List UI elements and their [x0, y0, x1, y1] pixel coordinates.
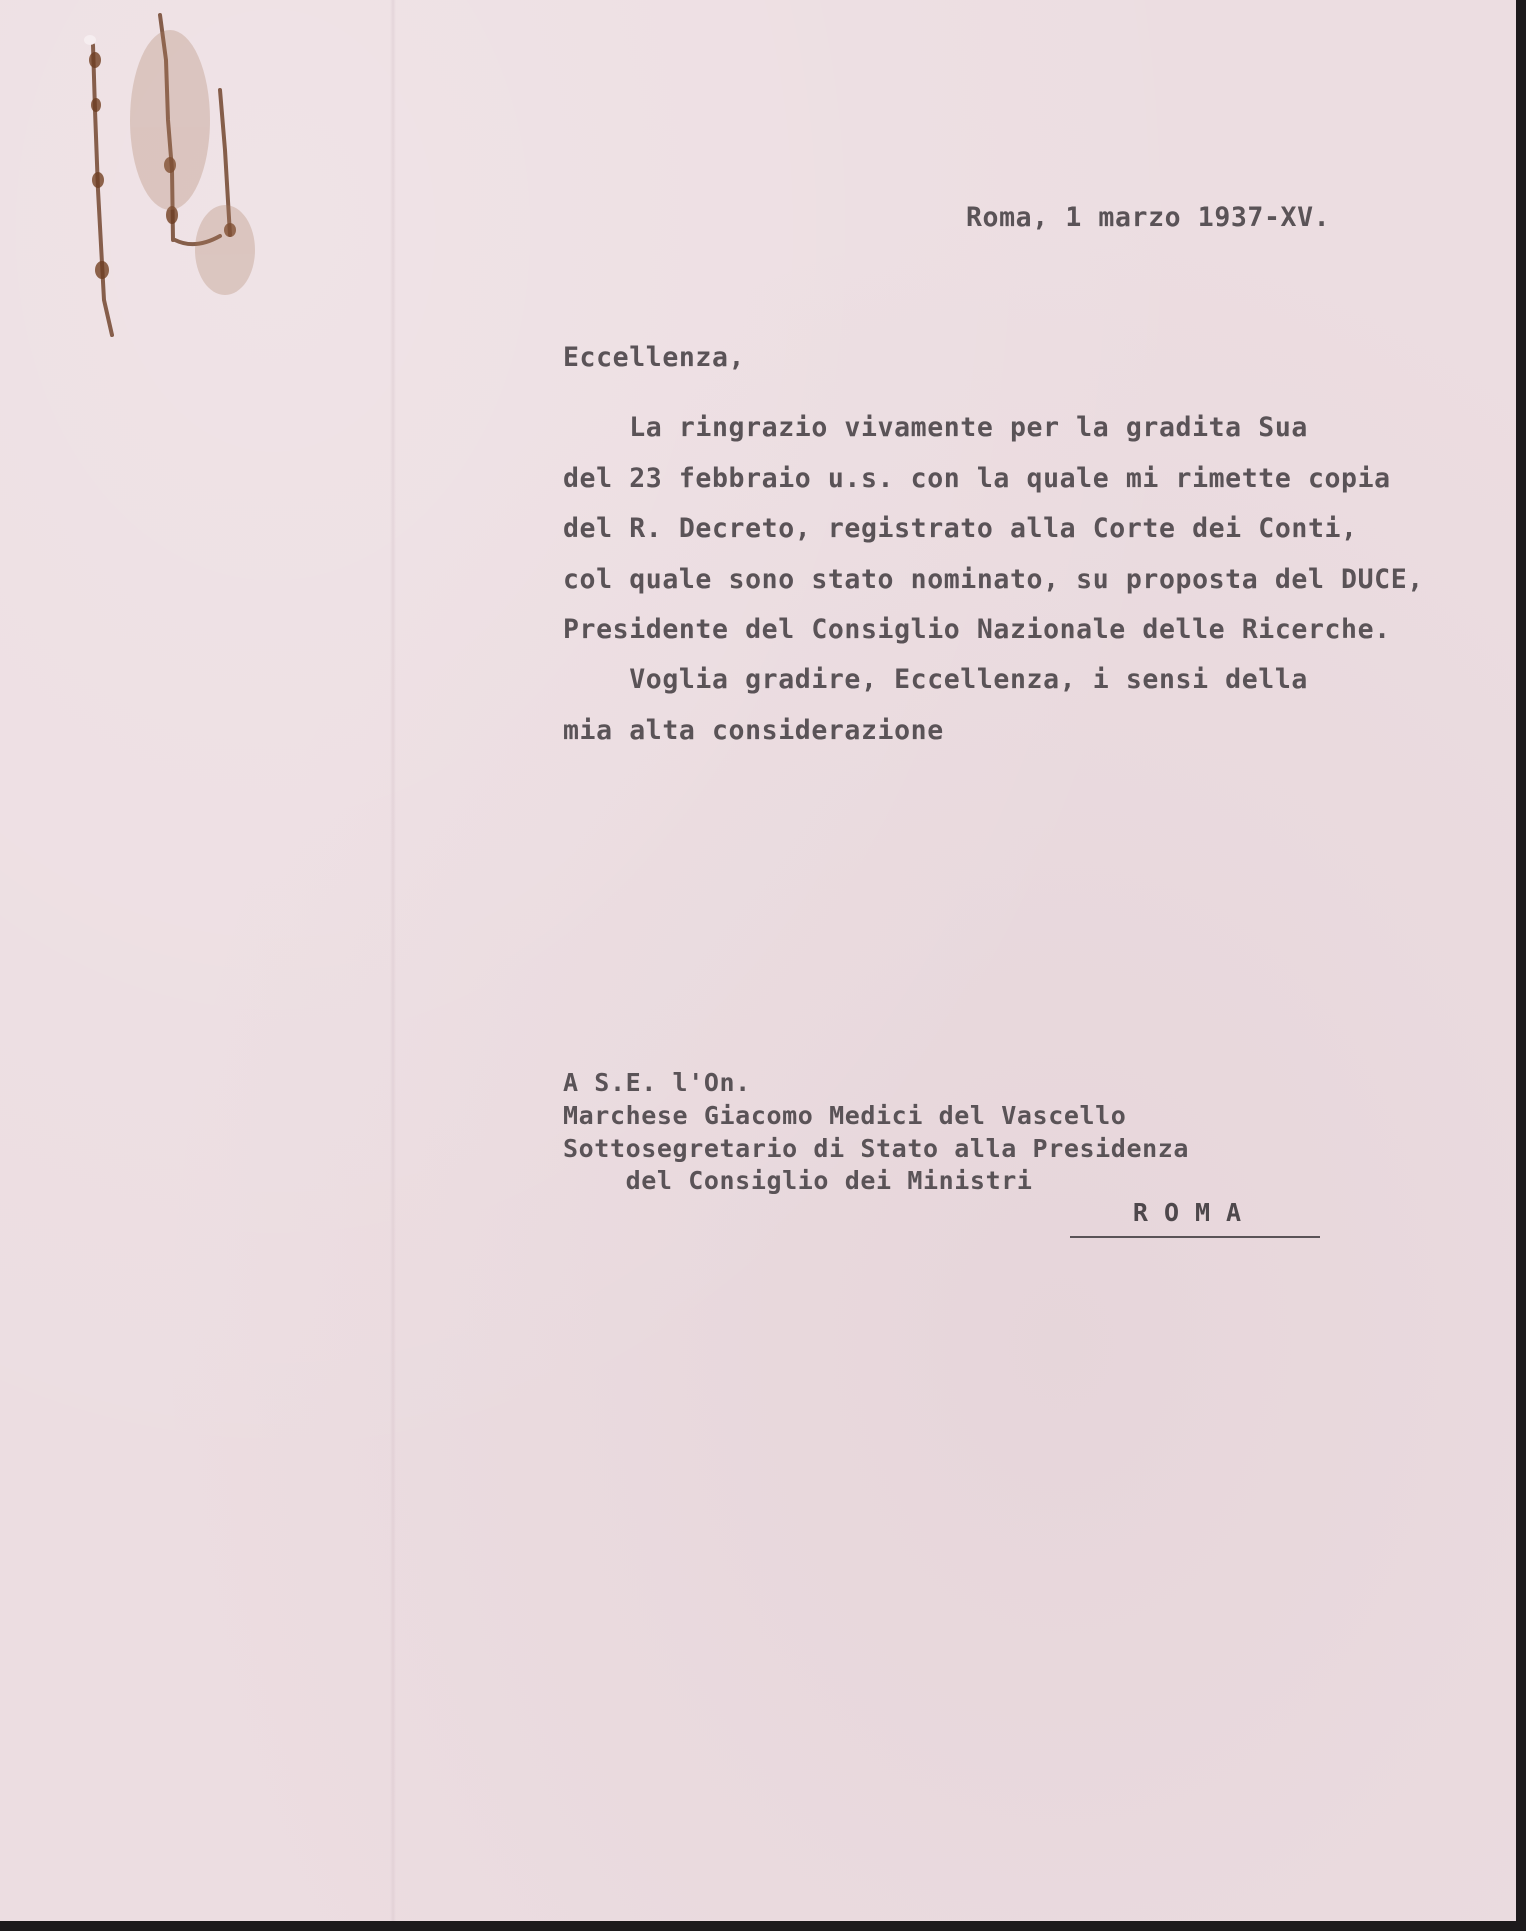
letter-date: Roma, 1 marzo 1937-XV.	[966, 202, 1331, 233]
address-line: Marchese Giacomo Medici del Vascello	[563, 1101, 1127, 1130]
body-line: mia alta considerazione	[563, 715, 944, 746]
staple-rust-marks	[60, 0, 280, 360]
body-line: del R. Decreto, registrato alla Corte dei Conti,	[563, 513, 1358, 544]
address-city: ROMA	[1070, 1198, 1320, 1238]
body-line: La ringrazio vivamente per la gradita Sua	[563, 412, 1308, 443]
address-line: del Consiglio dei Ministri	[563, 1166, 1033, 1195]
address-line: A S.E. l'On.	[563, 1068, 751, 1097]
body-line: col quale sono stato nominato, su proposta del DUCE,	[563, 564, 1424, 595]
paper-fold-line	[390, 0, 396, 1921]
address-line: Sottosegretario di Stato alla Presidenza	[563, 1134, 1190, 1163]
letter-salutation: Eccellenza,	[563, 342, 746, 373]
body-line: Voglia gradire, Eccellenza, i sensi della	[563, 664, 1308, 695]
body-line: Presidente del Consiglio Nazionale delle Ricerche.	[563, 614, 1391, 645]
body-line: del 23 febbraio u.s. con la quale mi rimette copia	[563, 463, 1391, 494]
